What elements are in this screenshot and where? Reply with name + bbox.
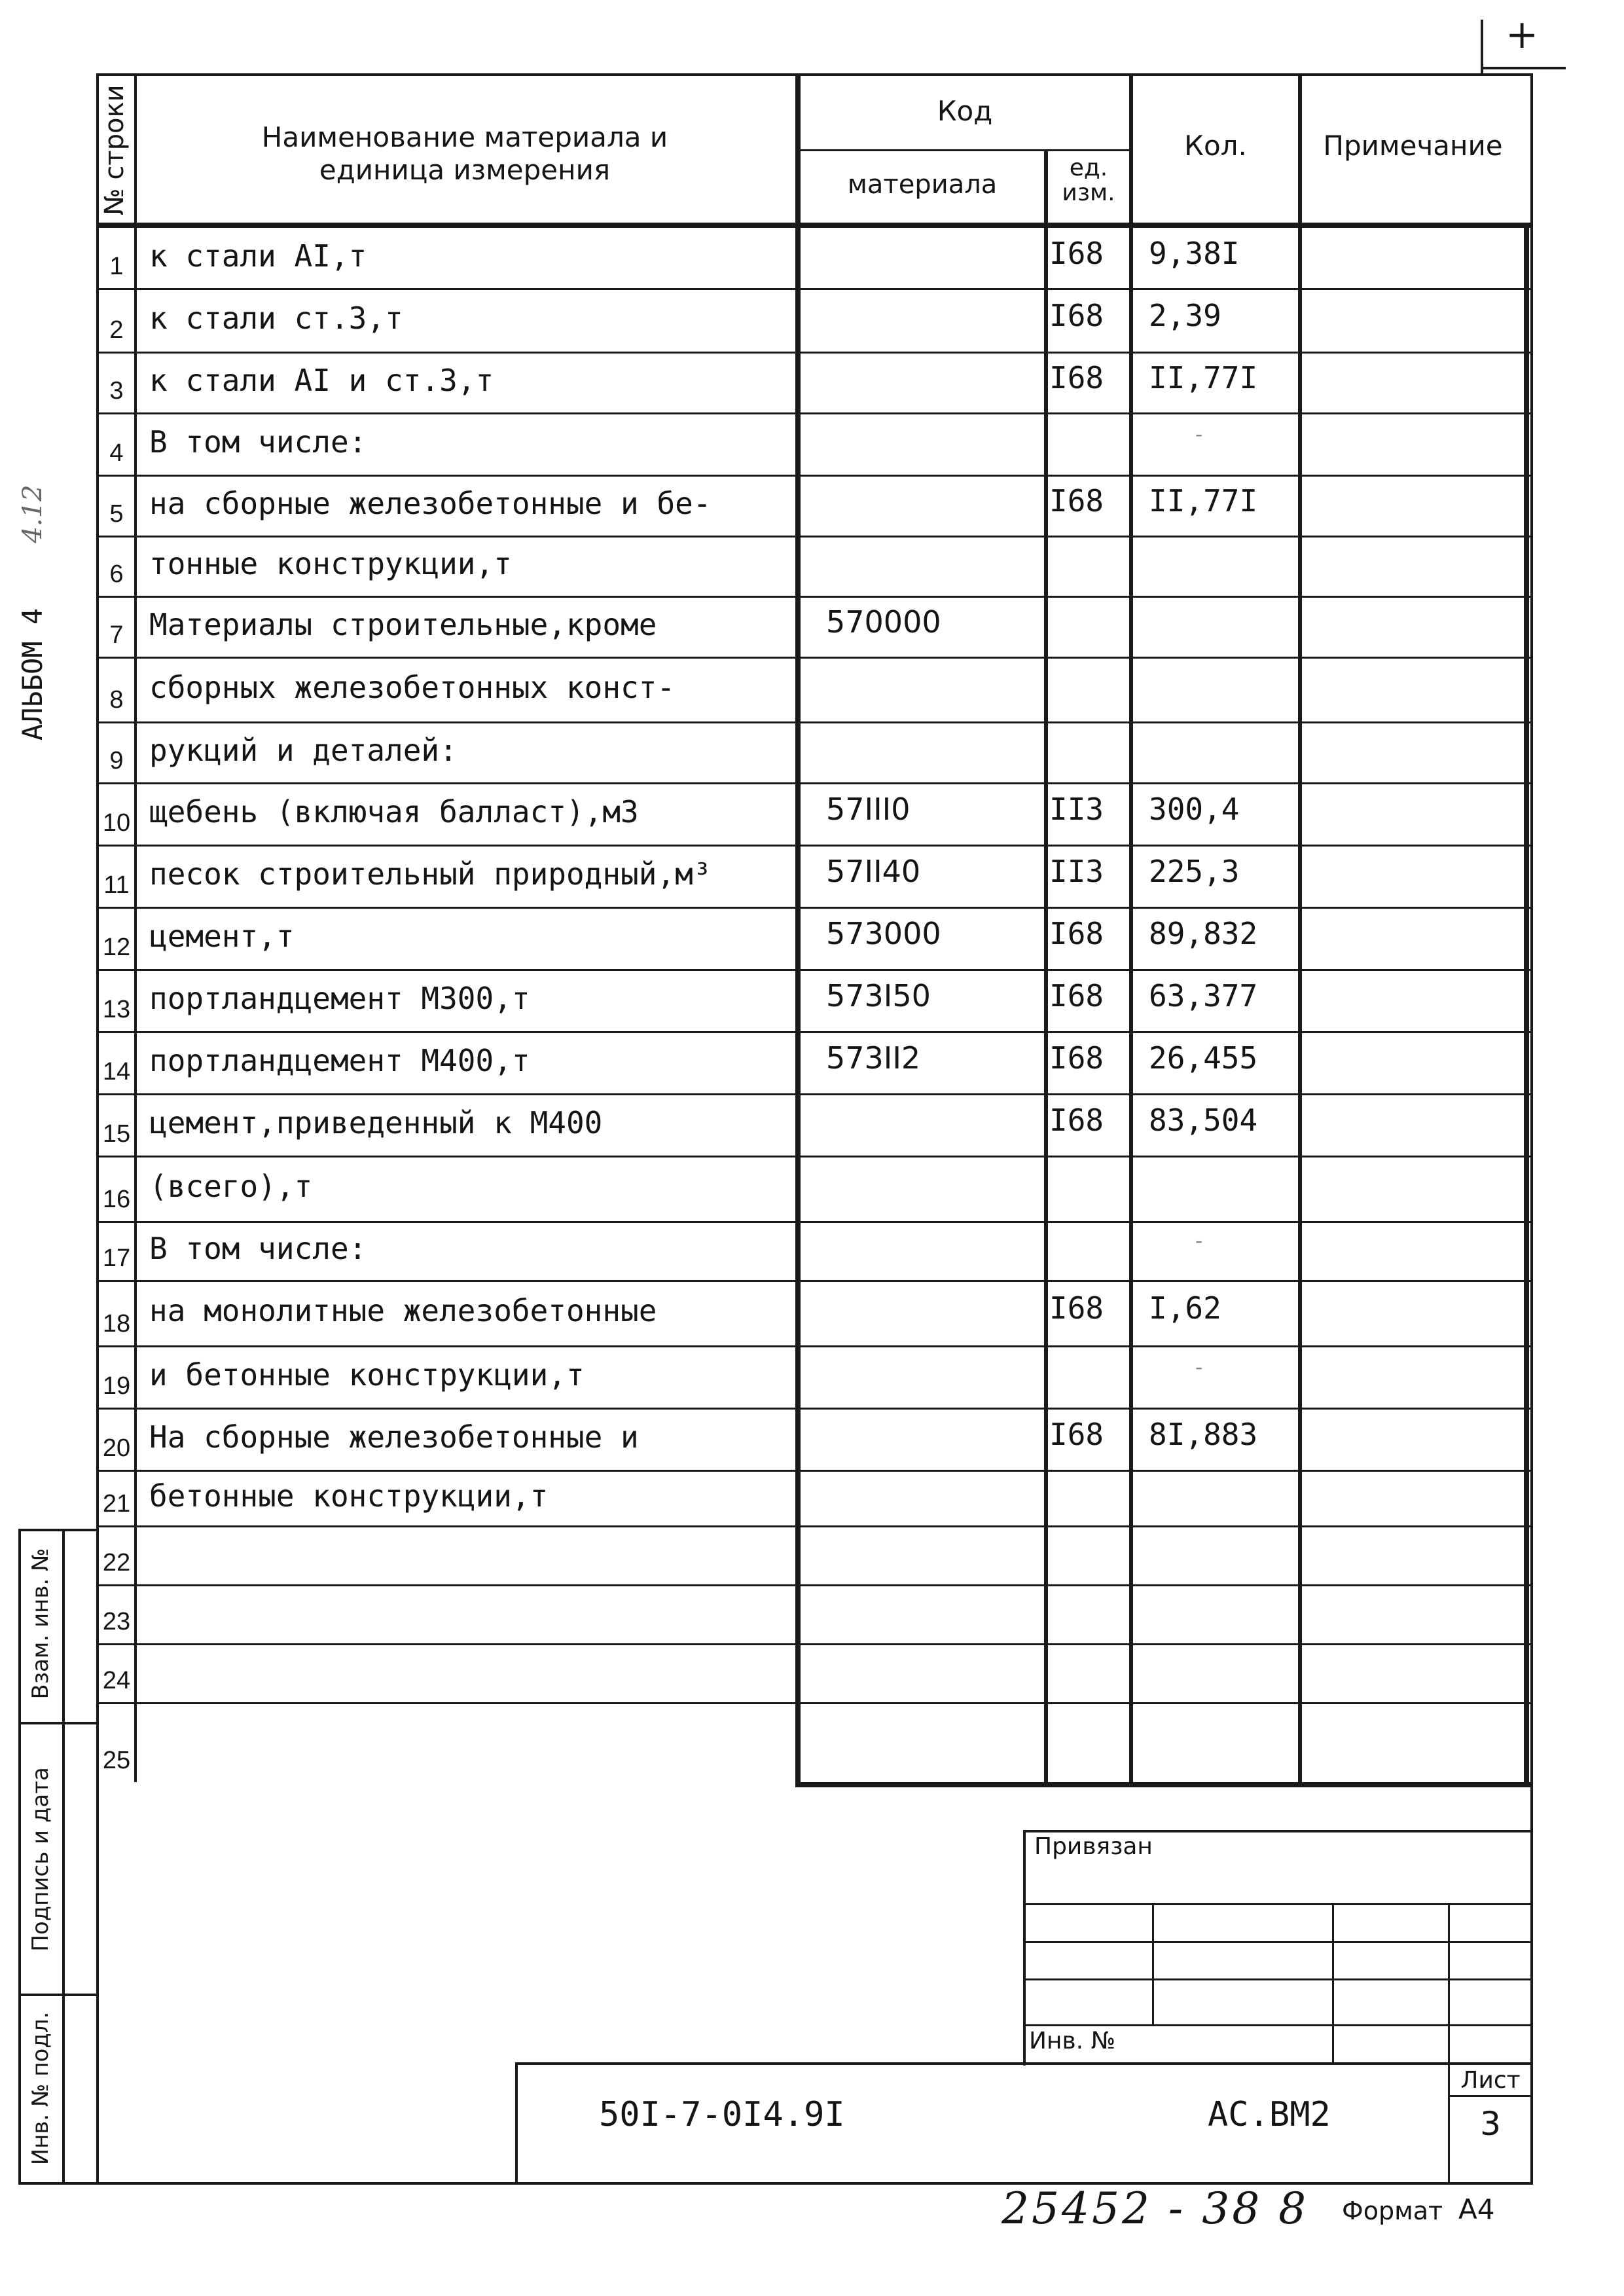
quantity-cell: II,77I: [1149, 483, 1258, 519]
row-divider: [96, 845, 1533, 847]
material-name-cell: к стали ст.3,т: [149, 300, 403, 336]
material-name-cell: портландцемент М400,т: [149, 1042, 530, 1078]
code-material-header: материала: [847, 170, 998, 200]
quantity-cell: 26,455: [1149, 1040, 1258, 1076]
quantity-cell: 8I,883: [1149, 1416, 1258, 1452]
row-divider: [96, 1702, 1533, 1704]
album-label: АЛЬБОМ 4: [16, 608, 48, 741]
row-number: 24: [102, 1667, 131, 1694]
row-divider: [96, 1525, 1533, 1527]
side-stamp-inv-podl: Инв. № подл.: [27, 2011, 54, 2166]
inv-no-label: Инв. №: [1029, 2028, 1116, 2054]
unit-code-cell: I68: [1049, 1416, 1104, 1452]
quantity-cell: II,77I: [1149, 359, 1258, 395]
row-divider: [96, 475, 1533, 477]
row-number: 21: [102, 1490, 131, 1518]
quantity-cell: 225,3: [1149, 853, 1240, 889]
material-name-cell: В том числе:: [149, 1231, 367, 1266]
format-label: Формат: [1342, 2196, 1443, 2225]
unit-code-cell: I68: [1049, 359, 1104, 395]
material-name-cell: портландцемент М300,т: [149, 980, 530, 1016]
material-name-cell: сборных железобетонных конст-: [149, 669, 676, 705]
name-column-header: Наименование материала и единица измерения: [261, 121, 668, 187]
format-value: А4: [1458, 2193, 1495, 2225]
row-number: 10: [102, 809, 131, 837]
document-code: 50I-7-0I4.9I: [599, 2095, 845, 2134]
row-number: 15: [102, 1120, 131, 1148]
material-name-cell: щебень (включая балласт),м3: [149, 793, 639, 829]
row-number: 3: [109, 377, 124, 405]
code-unit-header: ед. изм.: [1062, 155, 1115, 206]
material-name-cell: к стали АI,т: [149, 238, 367, 274]
material-name-cell: и бетонные конструкции,т: [149, 1357, 585, 1393]
quantity-cell: 300,4: [1149, 791, 1240, 827]
material-name-cell: тонные конструкции,т: [149, 546, 512, 581]
row-divider: [96, 1221, 1533, 1223]
code-column-header: Код: [937, 95, 993, 127]
quantity-cell: 9,38I: [1149, 236, 1240, 271]
row-number: 18: [102, 1310, 131, 1338]
material-code-cell: 573I50: [826, 977, 931, 1013]
row-number: 1: [109, 253, 124, 280]
quantity-cell: 63,377: [1149, 977, 1258, 1013]
quantity-cell: 89,832: [1149, 915, 1258, 951]
privyazan-label: Привязан: [1034, 1833, 1153, 1860]
row-divider: [96, 352, 1533, 354]
row-number: 8: [109, 686, 124, 714]
row-divider: [96, 969, 1533, 971]
material-name-cell: Материалы строительные,кроме: [149, 606, 657, 642]
material-name-cell: цемент,приведенный к М400: [149, 1104, 603, 1140]
row-number: 17: [102, 1245, 131, 1272]
row-number: 7: [109, 621, 124, 649]
row-divider: [96, 1156, 1533, 1157]
unit-code-cell: I68: [1049, 977, 1104, 1013]
material-name-cell: рукций и деталей:: [149, 732, 458, 768]
row-divider: [96, 1280, 1533, 1282]
row-divider: [96, 782, 1533, 784]
row-divider: [96, 1584, 1533, 1586]
album-annotation: 4.12: [18, 484, 48, 543]
row-number: 19: [102, 1372, 131, 1400]
row-divider: [96, 288, 1533, 290]
unit-code-cell: I68: [1049, 1102, 1104, 1138]
unit-code-cell: I68: [1049, 483, 1104, 519]
row-divider: [96, 1345, 1533, 1347]
material-code-cell: 573II2: [826, 1040, 921, 1076]
note-column-header: Примечание: [1323, 130, 1503, 162]
row-number: 4: [109, 439, 124, 467]
row-number: 6: [109, 560, 124, 588]
side-stamp-podpis-data: Подпись и дата: [27, 1767, 54, 1952]
row-divider: [96, 1470, 1533, 1472]
material-code-cell: 57III0: [826, 791, 911, 827]
quantity-cell: I,62: [1149, 1290, 1221, 1326]
corner-mark: +: [1506, 12, 1539, 58]
sheet-number: 3: [1480, 2105, 1501, 2143]
unit-code-cell: I68: [1049, 1040, 1104, 1076]
row-number: 9: [109, 747, 124, 774]
row-number: 12: [102, 934, 131, 961]
side-stamp-vzam-inv: Взам. инв. №: [27, 1548, 54, 1700]
row-number: 13: [102, 996, 131, 1023]
material-name-cell: на монолитные железобетонные: [149, 1293, 657, 1328]
row-number: 2: [109, 316, 124, 344]
row-divider: [96, 1408, 1533, 1410]
row-number-header: № строки: [99, 84, 130, 215]
quantity-cell: 2,39: [1149, 297, 1221, 333]
unit-code-cell: I68: [1049, 915, 1104, 951]
material-name-cell: бетонные конструкции,т: [149, 1478, 549, 1514]
quantity-cell: -: [1193, 1228, 1206, 1253]
row-number: 22: [102, 1549, 131, 1576]
material-code-cell: 570000: [826, 604, 941, 640]
row-divider: [96, 907, 1533, 909]
row-number: 11: [103, 871, 130, 899]
row-divider: [96, 657, 1533, 659]
row-divider: [96, 412, 1533, 414]
row-divider: [96, 1093, 1533, 1095]
material-name-cell: песок строительный природный,м³: [149, 856, 712, 892]
unit-code-cell: I68: [1049, 297, 1104, 333]
quantity-cell: 83,504: [1149, 1102, 1258, 1138]
material-code-cell: 573000: [826, 915, 941, 951]
row-divider: [96, 1031, 1533, 1033]
row-divider: [96, 1643, 1533, 1645]
material-name-cell: (всего),т: [149, 1169, 313, 1204]
material-name-cell: к стали АI и ст.3,т: [149, 362, 494, 398]
row-number: 20: [102, 1434, 131, 1462]
row-divider: [96, 596, 1533, 598]
material-name-cell: цемент,т: [149, 918, 295, 954]
handwritten-number: 25452 - 38 8: [1001, 2183, 1309, 2234]
row-number: 16: [102, 1186, 131, 1213]
quantity-cell: -: [1193, 1354, 1206, 1379]
row-number: 25: [102, 1747, 131, 1774]
row-divider: [96, 721, 1533, 723]
material-name-cell: На сборные железобетонные и: [149, 1419, 639, 1455]
row-divider: [96, 536, 1533, 538]
unit-code-cell: II3: [1049, 853, 1104, 889]
sheet-label: Лист: [1460, 2067, 1521, 2094]
unit-code-cell: I68: [1049, 1290, 1104, 1326]
quantity-cell: -: [1193, 421, 1206, 446]
row-number: 23: [102, 1608, 131, 1635]
row-number: 5: [109, 500, 124, 528]
quantity-column-header: Кол.: [1184, 130, 1247, 162]
unit-code-cell: I68: [1049, 236, 1104, 271]
document-mark: АС.ВМ2: [1208, 2095, 1331, 2134]
material-name-cell: на сборные железобетонные и бе-: [149, 485, 712, 521]
material-code-cell: 57II40: [826, 853, 921, 889]
material-name-cell: В том числе:: [149, 424, 367, 460]
row-number: 14: [102, 1058, 131, 1085]
unit-code-cell: II3: [1049, 791, 1104, 827]
